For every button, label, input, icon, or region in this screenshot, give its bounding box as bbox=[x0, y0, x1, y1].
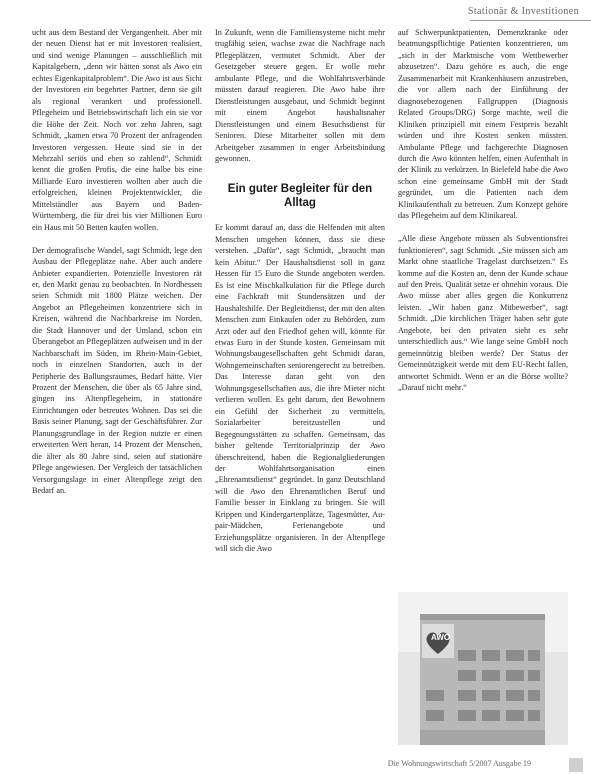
paragraph: „Alle diese Angebote müssen als Subventionsfrei funktionieren“, sagt Schmidt. „Sie müssen sich am Markt ohne staatliche Tragelast durchsetzen.“ Es komme auf die Kosten an, denn der Kunde schaue auf den Preis. Qualität setze er ohnehin voraus. Die Awo müsse aber alles gegen die Konkurrenz leisten. „Wir haben ganz Mitbewerber“, sagt Schmidt. „Die kirchlichen Träger haben sehr gute Angebote, bei den privaten sieht es sehr unterschiedlich aus.“ Wie lange seine GmbH noch gemeinnützig bleiben werde? Der Status der Gemeinnützigkeit werde mit dem EU-Recht fallen, antwortet Schmidt. Wenn er an die Börse wollte? „Darauf nicht mehr.“ bbox=[398, 234, 568, 393]
paragraph: Er kommt darauf an, dass die Helfenden mit alten Menschen umgehen können, dass sie diese verstehen. „Dafür“, sagt Schmidt, „braucht man kein Abitur.“ Der Haushaltsdienst soll in ganz Hessen für 15 Euro die Stunde angeboten werden. Es ist eine Mischkalkulation für die Pflege durch eine Fachkraft mit Stundensätzen und der Haushaltshilfe. Der Begleitdienst, der mit den alten Menschen zum Einkaufen oder zu Behörden, zum Arzt oder auf den Friedhof gehen will, könnte für etwas Euro in der Stunde kosten. Gemeinsam mit Wohnungsbaugesellschaften geht Schmidt daran, Wohngemeinschaften seniorengerecht zu betreiben. Das Interesse daran geht von den Wohnungsgesellschaften aus, die ihre Mieter nicht verlieren wollen. Es geht darum, den Bewohnern ein Gefühl der Sicherheit zu vermitteln, Sozialarbeiter bereitzustellen und Begegnungsstätten zu schaffen. Gemeinsam, das bisher geltende Territorialprinzip der Awo überschreitend, haben die Regionalgliederungen der Wohlfahrtsorganisation einen „Ehrenamtsdienst“ gegründet. In ganz Deutschland will die Awo den Ehrenamtlichen Beruf und Familie besser in Einklang zu bringen. Sie will Krippen und Kindergartenplätze, Tagesmütter, Au-pair-Mädchen, Ferienangebote und Erziehungsplätze organisieren. In der Altenpflege will sich die Awo bbox=[215, 223, 385, 554]
subheading: Ein guter Begleiter für den Alltag bbox=[227, 183, 373, 210]
paragraph: ucht aus dem Bestand der Vergangenheit. Aber mit der neuen Dienst hat er mit Investoren realisiert, und sind wenige Planungen – ausschließlich mit Kapitalgebern, „denn wir hätten sonst als Awo ein echtes Eigenkapitalproblem“. Die Awo ist aus Sicht der Investoren ein begehrter Partner, denn sie gilt als regional verankert und professionell. Pflegeheim und Betriebswirtschaft lich ein sie vor die Höhe der Zeit. Noch vor zehn Jahren, sagt Schmidt, „kamen etwa 70 Prozent der anfragenden Investoren vergessen. Heute sind sie in der Mehrzahl seriös und eben so zahlend“, Schmidt kennt die großen Profis, die eine halbe bis eine Milliarde Euro investieren wollten aber auch die erfolgreichen, kleinen Projektentwickler, die Mittelständler aus Bayern und Baden-Württemberg, die für drei bis vier Millionen Euro ein Haus mit 50 Betten kaufen wollen. bbox=[32, 28, 202, 232]
paragraph: auf Schwerpunktpatienten, Demenzkranke oder beatmungspflichtige Patienten konzentrieren, um „sich in der Marktnische vom Wettbewerber abzusetzen“. Dazu gehöre es auch, die enge Zusammenarbeit mit Krankenhäusern anzustreben, die vor allem nach der Einführung der diagnosebezogenen Fallgruppen (Diagnosis Related Groups/DRG) Sorge machte, weil die Kliniken prinzipiell mit einem Festpreis bezahlt würden und ihre Kosten senken müssten. Ambulante Pflege und fachgerechte Diagnosen durch die Awo könnten helfen, einen Aufenthalt in der Klinik zu verkürzen. In Bielefeld habe die Awo schon eine gemeinsame GmbH mit der Stadt gegründet, um die Patienten nach dem Klinikaufenthalt zu betreuen. Zum Konzept gehöre das Pflegeheim auf dem Klinikareal. bbox=[398, 28, 568, 221]
column-2 bbox=[215, 27, 385, 555]
page-number-box bbox=[569, 758, 583, 772]
section-header: Stationär & Investitionen bbox=[467, 6, 579, 17]
paragraph: Der demografische Wandel, sagt Schmidt, lege den Ausbau der Pflegeplätze nahe. Aber auch andere Anbieter expandierten. Potenzielle Investoren rät er, den Markt genau zu beobachten. In Nordhessen seien Schmidt mit 1800 Plätze weichen. Der Angebot an Pflegeheimen konzentriere sich in Kreisen, während die Nachbarkreise im Norden, die Stadt Hannover und der Umland, schon ein Überangebot an Pflegeplätzen aufweisen und in der Nachbarschaft im Süden, im Rhein-Main-Gebiet, noch in einzelnen Standorten, auch in der Peripherie des Ballungsraumes, Bedarf hätte. Vier Prozent der Menschen, die über als 65 Jahre sind, gingen ins Altenpflegeheim, in stationäre Einrichtungen oder betreutes Wohnen. Das sei die Basis seiner Planung, sagt der Geschäftsführer. Zur Planungsgrundlage in der Region nutzte er einen erweiterten Wert heran, 14 Prozent der Menschen, die älter als 80 Jahre sind, seien auf stationäre Pflege angewiesen. Der Vergleich der tatsächlichen Versorgungslage in einer Altenpflege zeigt den Bedarf an. bbox=[32, 245, 202, 496]
page-footer: Die Wohnungswirtschaft 5/2007 Ausgabe 19 bbox=[387, 759, 531, 768]
column-1 bbox=[32, 27, 202, 497]
awo-logo: AWO bbox=[431, 633, 451, 642]
header-rule bbox=[470, 20, 591, 21]
paragraph: In Zukunft, wenn die Familiensysteme nicht mehr trugfähig seien, wachse zwar die Nachfrage nach Pflegeplätzen, vermutet Schmidt. Aber der Gesetzgeber steuere gegen. Er wolle mehr ambulante Pflege, und die Wohlfahrtsverbände müssten darauf reagieren. Die Awo habe ihre Dienstleistungen ausgebaut, und Schmidt beginnt mit einem Angebot haushaltsnaher Dienstleistungen und einem Besuchsdienst für Senioren. Diese Mitarbeiter sollen mit dem Arbeitgeber zusammen in enger Arbeitsbindung gewonnen. bbox=[215, 28, 385, 163]
column-3 bbox=[398, 27, 568, 393]
building-illustration bbox=[398, 592, 568, 745]
building-photo bbox=[398, 592, 568, 745]
